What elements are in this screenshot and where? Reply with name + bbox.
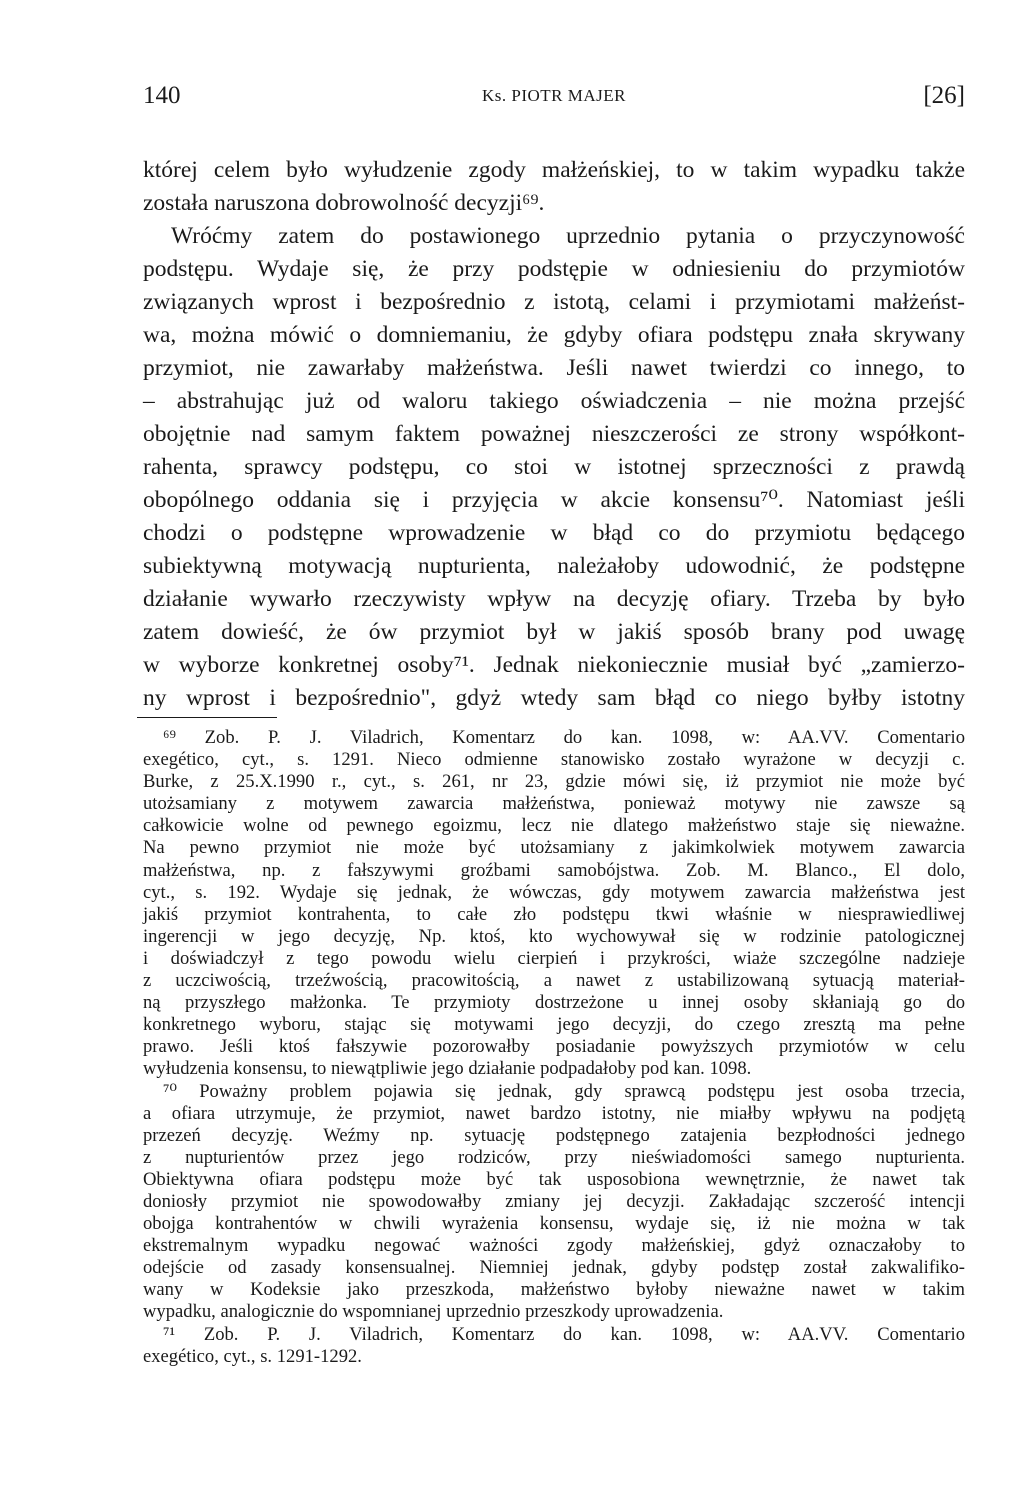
body-line: wa, można mówić o domniemaniu, że gdyby ofiara podstępu znała skrywany bbox=[143, 322, 965, 348]
footnote-line: małżeństwa, np. z fałszywymi groźbami samobójstwa. Zob. M. Blanco., El dolo, bbox=[143, 859, 965, 881]
body-line: podstępu. Wydaje się, że przy podstępie w odniesieniu do przymiotów bbox=[143, 256, 965, 282]
footnote-line: z uczciwością, trzeźwością, pracowitością, a nawet z ustabilizowaną sytuacją materiał- bbox=[143, 970, 965, 992]
footnote-line: jakiś przymiot kontrahenta, to całe zło podstępu tkwi właśnie w niesprawiedliwej bbox=[143, 903, 965, 925]
footnote-line: doniosły przymiot nie spowodowałby zmiany jej decyzji. Zakładając szczerość intencji bbox=[143, 1190, 965, 1212]
body-line: działanie wywarło rzeczywisty wpływ na decyzję ofiary. Trzeba by było bbox=[143, 586, 965, 612]
footnote-separator bbox=[137, 717, 277, 718]
footnote-line: przezeń decyzję. Weźmy np. sytuację podstępnego zatajenia bezpłodności jednego bbox=[143, 1124, 965, 1146]
body-line: obopólnego oddania się i przyjęcia w akcie konsensu⁷⁰. Natomiast jeśli bbox=[143, 487, 965, 513]
footnote-line: ekstremalnym wypadku negować ważności zgody małżeńskiej, gdyż oznaczałoby to bbox=[143, 1235, 965, 1257]
footnote-line: wyłudzenia konsensu, to niewątpliwie jego działanie podpadałoby pod kan. 1098. bbox=[143, 1058, 752, 1080]
body-line: w wyborze konkretnej osoby⁷¹. Jednak niekoniecznie musiał być „zamierzo- bbox=[143, 652, 965, 678]
body-line: chodzi o podstępne wprowadzenie w błąd co do przymiotu będącego bbox=[143, 520, 965, 546]
body-line: związanych wprost i bezpośrednio z istotą, celami i przymiotami małżeńst- bbox=[143, 289, 965, 315]
footnote-line: i doświadczył z tego powodu wielu cierpień i przykrości, wiaże szczególne nadzieje bbox=[143, 947, 965, 969]
footnote-line: prawo. Jeśli ktoś fałszywie pozorowałby posiadanie powyższych przymiotów w celu bbox=[143, 1036, 965, 1058]
footnote-line: ⁷¹ Zob. P. J. Viladrich, Komentarz do kan. 1098, w: AA.VV. Comentario bbox=[163, 1323, 965, 1345]
footnote-line: cyt., s. 192. Wydaje się jednak, że wówczas, gdy motywem zawarcia małżeństwa jest bbox=[143, 881, 965, 903]
footnote-line: exegético, cyt., s. 1291. Nieco odmienne stanowisko zostało wyrażone w decyzji c. bbox=[143, 749, 965, 771]
footnote-line: wypadku, analogicznie do wspomnianej uprzednio przeszkody uprowadzenia. bbox=[143, 1301, 724, 1323]
section-number: [26] bbox=[923, 82, 965, 109]
page-header bbox=[143, 82, 965, 116]
body-line: – abstrahując już od waloru takiego oświadczenia – nie można przejść bbox=[143, 388, 965, 414]
footnote-line: exegético, cyt., s. 1291-1292. bbox=[143, 1345, 362, 1367]
body-line: zatem dowieść, że ów przymiot był w jakiś sposób brany pod uwagę bbox=[143, 619, 965, 645]
footnote-line: ną przyszłego małżonka. Te przymioty dostrzeżone u innej osoby skłaniają go do bbox=[143, 992, 965, 1014]
footnote-line: Na pewno przymiot nie może być utożsamiany z jakimkolwiek motywem zawarcia bbox=[143, 837, 965, 859]
body-line: której celem było wyłudzenie zgody małżeńskiej, to w takim wypadku także bbox=[143, 157, 965, 183]
body-line: przymiot, nie zawarłaby małżeństwa. Jeśli nawet twierdzi co innego, to bbox=[143, 355, 965, 381]
body-line: obojętnie nad samym faktem poważnej nieszczerości ze strony współkont- bbox=[143, 421, 965, 447]
footnote-line: z nupturientów przez jego rodziców, przy nieświadomości samego nupturienta. bbox=[143, 1146, 965, 1168]
footnote-line: ingerencji w jego decyzję, Np. ktoś, kto wychowywał się w rodzinie patologicznej bbox=[143, 925, 965, 947]
footnote-line: odejście od zasady konsensualnej. Niemniej jednak, gdyby podstęp został zakwalifiko- bbox=[143, 1257, 965, 1279]
main-text bbox=[143, 154, 965, 715]
footnote-line: Obiektywna ofiara podstępu może być tak usposobiona wewnętrznie, że nawet tak bbox=[143, 1168, 965, 1190]
footnote-line: obojga kontrahentów w chwili wyrażenia konsensu, wydaje się, iż nie można w tak bbox=[143, 1213, 965, 1235]
body-line: została naruszona dobrowolność decyzji⁶⁹. bbox=[143, 190, 545, 216]
footnotes bbox=[143, 727, 965, 1368]
footnote-line: całkowicie wolne od pewnego egoizmu, lecz nie dlatego małżeństwo staje się nieważne. bbox=[143, 815, 965, 837]
footnote-line: konkretnego wyboru, stając się motywami jego decyzji, do czego zresztą ma pełne bbox=[143, 1014, 965, 1036]
body-line: Wróćmy zatem do postawionego uprzednio pytania o przyczynowość bbox=[171, 223, 965, 249]
body-line: rahenta, sprawcy podstępu, co stoi w istotnej sprzeczności z prawdą bbox=[143, 454, 965, 480]
body-line: subiektywną motywacją nupturienta, należałoby udowodnić, że podstępne bbox=[143, 553, 965, 579]
footnote-line: wany w Kodeksie jako przeszkoda, małżeństwo byłoby nieważne nawet w takim bbox=[143, 1279, 965, 1301]
page-number: 140 bbox=[143, 82, 181, 109]
running-head: Ks. PIOTR MAJER bbox=[482, 86, 626, 105]
footnote-line: Burke, z 25.X.1990 r., cyt., s. 261, nr 23, gdzie mówi się, iż przymiot nie może być bbox=[143, 771, 965, 793]
footnote-line: ⁶⁹ Zob. P. J. Viladrich, Komentarz do kan. 1098, w: AA.VV. Comentario bbox=[163, 727, 965, 748]
footnote-line: ⁷⁰ Poważny problem pojawia się jednak, gdy sprawcą podstępu jest osoba trzecia, bbox=[163, 1080, 965, 1102]
body-line: ny wprost i bezpośrednio", gdyż wtedy sam błąd co niego byłby istotny bbox=[143, 685, 965, 711]
footnote-line: a ofiara utrzymuje, że przymiot, nawet bardzo istotny, nie miałby wpływu na podjętą bbox=[143, 1102, 965, 1124]
footnote-line: utożsamiany z motywem zawarcia małżeństwa, ponieważ motywy nie zawsze są bbox=[143, 793, 965, 815]
